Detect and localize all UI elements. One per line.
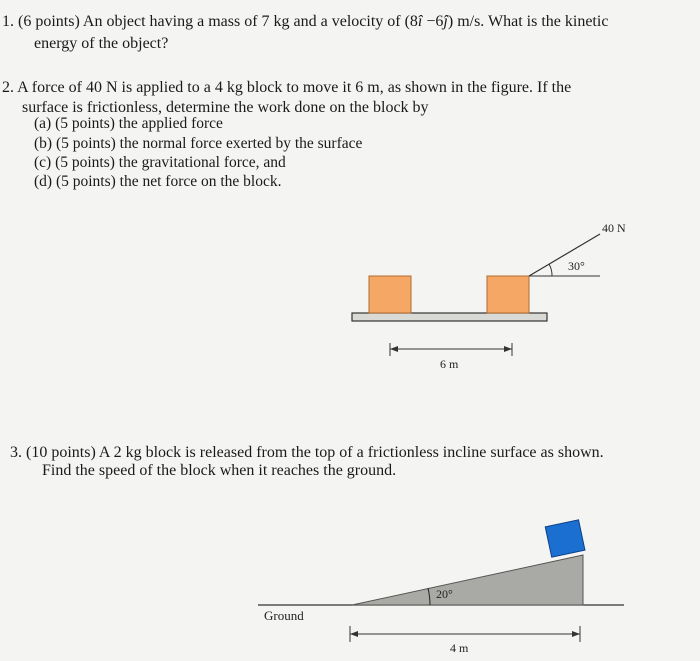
incline-surface <box>352 555 583 605</box>
q2-item-d: (d) (5 points) the net force on the block. <box>34 173 282 190</box>
q1-text-post: ) m/s. What is the kinetic <box>447 13 609 30</box>
incline-distance-arrowhead-right <box>572 631 580 637</box>
q1-text-pre: 1. (6 points) An object having a mass of 7 kg and a velocity of (8 <box>2 13 418 30</box>
force-label: 40 N <box>602 221 626 235</box>
incline-distance-label: 4 m <box>450 641 469 655</box>
distance-label: 6 m <box>440 357 459 371</box>
q1-minus-six: −6 <box>422 13 444 30</box>
q1-i-hat: î <box>417 13 423 30</box>
q2-line-2: surface is frictionless, determine the work done on the block by <box>22 99 429 116</box>
q2-item-b: (b) (5 points) the normal force exerted by the surface <box>34 135 363 152</box>
incline-distance-arrowhead-left <box>350 631 358 637</box>
q1-line-2: energy of the object? <box>34 35 169 52</box>
incline-block <box>545 520 585 557</box>
q2-line-1: 2. A force of 40 N is applied to a 4 kg block to move it 6 m, as shown in the figure. If the <box>2 79 572 96</box>
angle-label: 30° <box>568 259 585 273</box>
q3-line-2: Find the speed of the block when it reaches the ground. <box>42 462 397 479</box>
q1-j-hat: ĵ <box>443 13 448 30</box>
q3-line-1: 3. (10 points) A 2 kg block is released from the top of a frictionless incline surface as shown. <box>10 444 604 461</box>
q2-item-c: (c) (5 points) the gravitational force, and <box>34 154 286 171</box>
ground-label: Ground <box>264 608 304 623</box>
q2-item-a: (a) (5 points) the applied force <box>34 115 223 132</box>
incline-angle-label: 20° <box>436 587 453 601</box>
